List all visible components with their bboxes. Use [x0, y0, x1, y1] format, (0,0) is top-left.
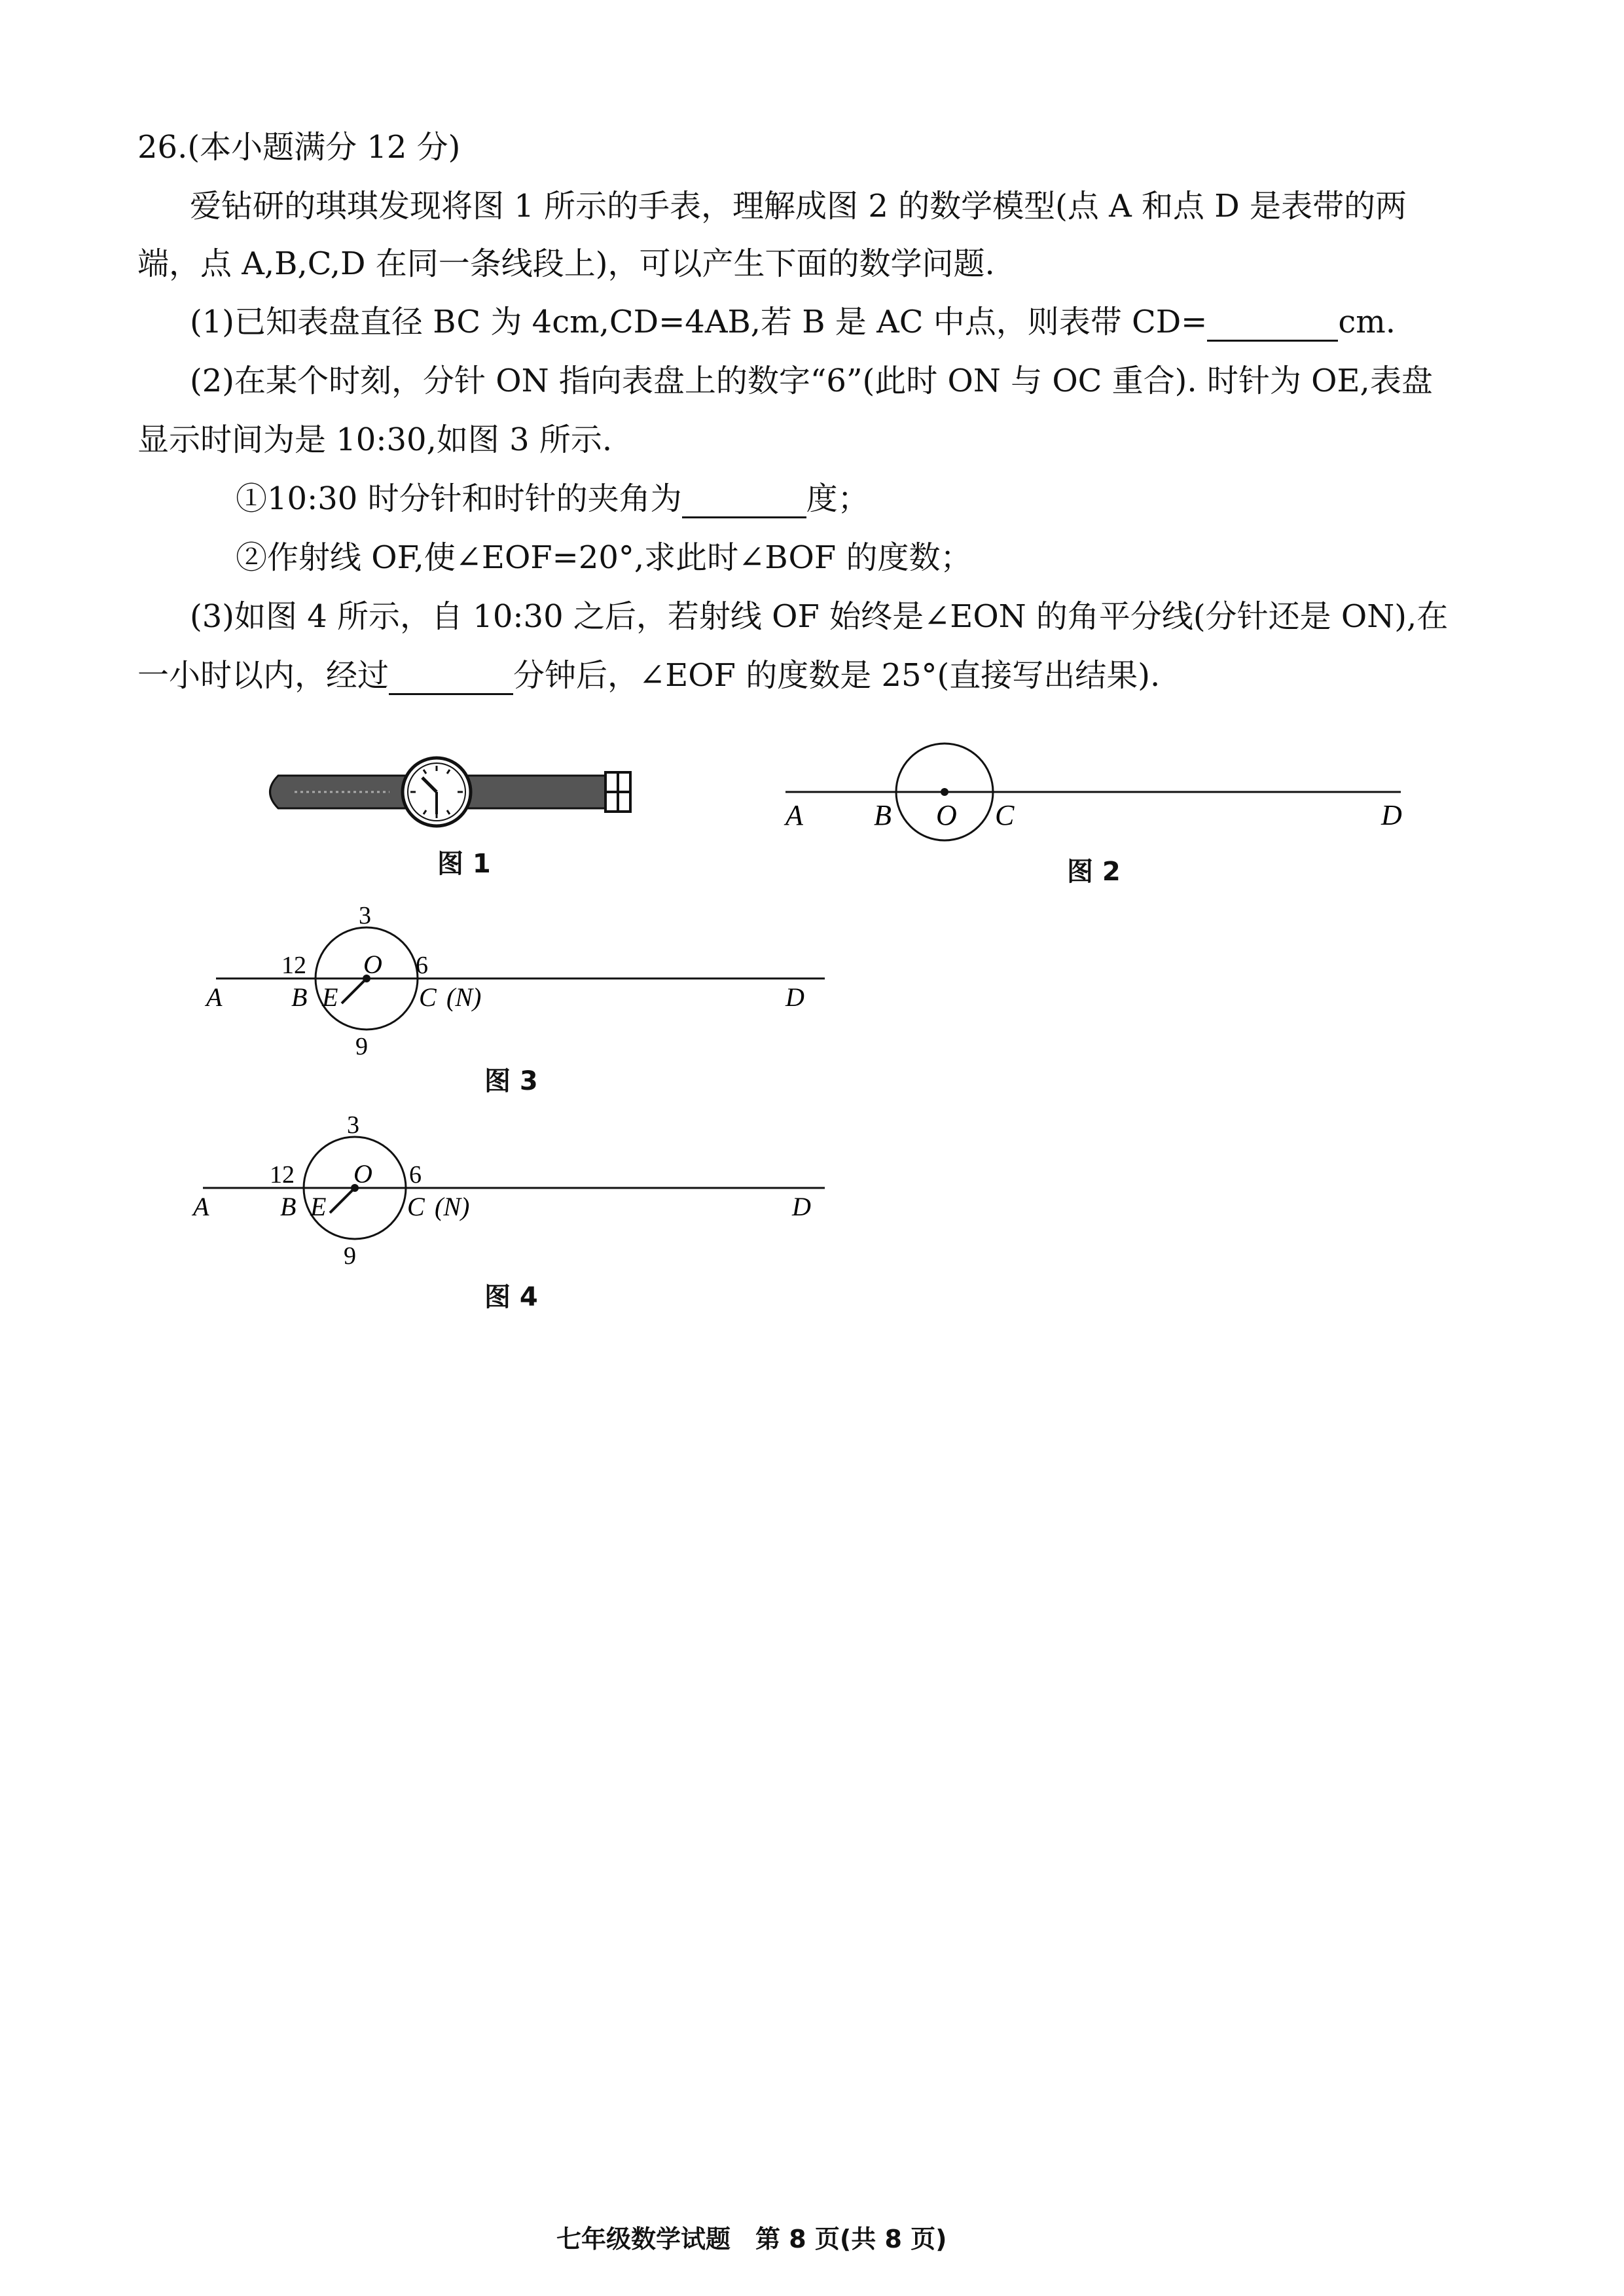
- label-O: O: [936, 799, 957, 831]
- part1-text: (1)已知表盘直径 BC 为 4cm,CD=4AB,若 B 是 AC 中点，则表带 CD=: [190, 304, 1208, 340]
- hour-hand-OE: [330, 1188, 355, 1213]
- figure-4-caption: 图 4: [484, 1282, 538, 1312]
- label-6: 6: [416, 952, 428, 979]
- label-A: A: [785, 799, 803, 831]
- figure-3-caption: 图 3: [484, 1066, 538, 1096]
- label-C: C: [407, 1192, 425, 1221]
- label-N: (N): [435, 1192, 470, 1221]
- label-E: E: [310, 1192, 327, 1221]
- label-6: 6: [409, 1161, 422, 1189]
- center-point-O: [941, 788, 948, 796]
- part2-sub1-answer-blank[interactable]: [682, 485, 806, 518]
- label-D: D: [792, 1192, 811, 1221]
- part2-sub2: ②作射线 OF,使∠EOF=20°,求此时∠BOF 的度数；: [236, 539, 972, 576]
- page-footer: 七年级数学试题 第 8 页(共 8 页): [556, 2225, 947, 2253]
- part1-answer-blank[interactable]: [1207, 308, 1338, 342]
- label-12: 12: [281, 952, 306, 979]
- label-9: 9: [355, 1033, 368, 1060]
- label-C: C: [995, 799, 1015, 831]
- watch-right-strap: [465, 776, 605, 808]
- label-3: 3: [359, 902, 371, 929]
- part2-sub1-line: [236, 479, 869, 518]
- label-E: E: [322, 982, 338, 1012]
- figure-3-diagram: [196, 900, 851, 1060]
- part2-line-1: (2)在某个时刻，分针 ON 指向表盘上的数字“6”(此时 ON 与 OC 重合). 时针为 OE,表盘: [190, 363, 1433, 399]
- figure-1-watch: [259, 746, 664, 831]
- part1-line: [190, 302, 1396, 342]
- figure-2-caption: 图 2: [1067, 857, 1121, 887]
- label-A: A: [206, 982, 223, 1012]
- figure-1-caption: 图 1: [437, 849, 491, 879]
- figure-4-diagram: [183, 1109, 838, 1270]
- label-O: O: [353, 1159, 372, 1189]
- label-12: 12: [270, 1161, 295, 1189]
- figure-2-model: [772, 730, 1427, 854]
- part3-line-1: (3)如图 4 所示，自 10:30 之后，若射线 OF 始终是∠EON 的角平分线(分针还是 ON),在: [190, 598, 1449, 635]
- part3-line-2: [137, 656, 1160, 695]
- part1-unit: cm.: [1338, 304, 1396, 340]
- label-O: O: [363, 950, 382, 979]
- part3-text-b: 分钟后，∠EOF 的度数是 25°(直接写出结果).: [513, 657, 1161, 694]
- label-C: C: [419, 982, 437, 1012]
- part2-sub1-unit: 度；: [806, 480, 869, 517]
- label-9: 9: [344, 1242, 356, 1270]
- hour-hand-OE: [342, 978, 367, 1003]
- label-A: A: [193, 1192, 209, 1221]
- label-B: B: [291, 982, 308, 1012]
- label-N: (N): [446, 982, 482, 1012]
- watch-left-strap: [270, 776, 410, 808]
- label-B: B: [874, 799, 892, 831]
- label-D: D: [1381, 799, 1402, 831]
- question-header: 26.(本小题满分 12 分): [137, 129, 461, 166]
- label-D: D: [785, 982, 804, 1012]
- intro-line-1: 爱钻研的琪琪发现将图 1 所示的手表，理解成图 2 的数学模型(点 A 和点 D 是表带的两: [190, 188, 1407, 224]
- part3-answer-blank[interactable]: [389, 662, 513, 695]
- label-B: B: [280, 1192, 297, 1221]
- label-3: 3: [347, 1111, 359, 1139]
- part3-text-a: 一小时以内，经过: [137, 657, 389, 694]
- intro-line-2: 端，点 A,B,C,D 在同一条线段上)，可以产生下面的数学问题.: [137, 245, 995, 282]
- part2-sub1-text: ①10:30 时分针和时针的夹角为: [236, 480, 682, 517]
- part2-line-2: 显示时间为是 10:30,如图 3 所示.: [137, 422, 613, 458]
